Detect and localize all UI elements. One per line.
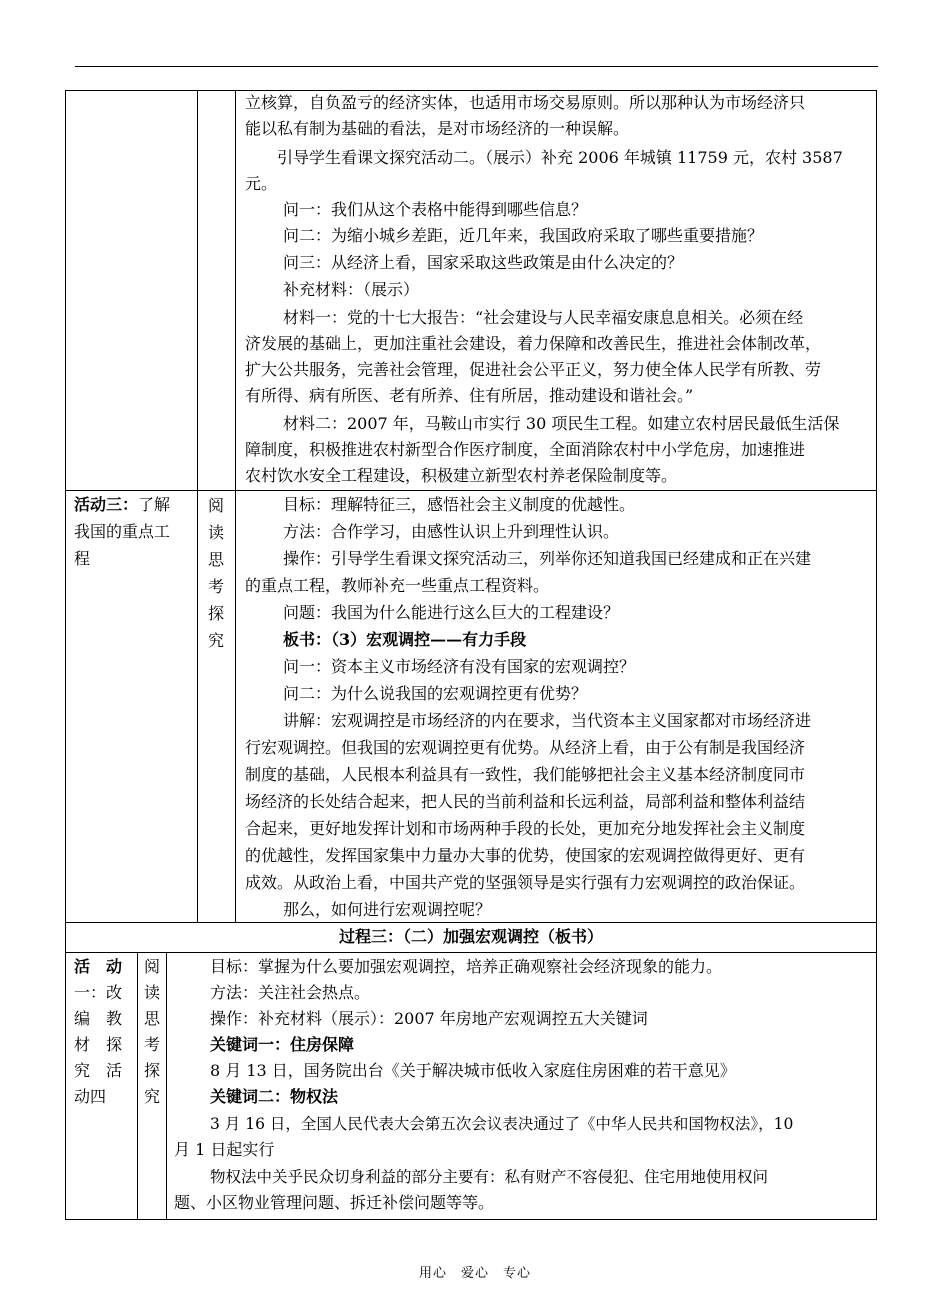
activity-three-line2: 我国的重点工 (74, 522, 171, 541)
text-line: 元。 (245, 174, 278, 193)
keyword-heading: 关键词二：物权法 (210, 1087, 339, 1106)
text-line: 济发展的基础上，更加注重社会建设，着力保障和改善民生，推进社会体制改革， (245, 334, 822, 353)
text-line: 的优越性，发挥国家集中力量办大事的优势，使国家的宏观调控做得更好、更有 (245, 846, 806, 865)
text-line: 目标：理解特征三，感悟社会主义制度的优越性。 (283, 495, 636, 514)
text-line: 物权法中关乎民众切身利益的部分主要有：私有财产不容侵犯、住宅用地使用权问 (210, 1168, 769, 1186)
text-line: 合起来，更好地发挥计划和市场两种手段的长处，更加充分地发挥社会主义制度 (245, 819, 806, 838)
text-line: 扩大公共服务，完善社会管理，促进社会公平正义，努力使全体人民学有所教、劳 (245, 360, 822, 379)
row-divider-3 (65, 952, 877, 953)
text-line: 方法：关注社会热点。 (210, 983, 371, 1002)
text-line: 补充材料：（展示） (283, 280, 420, 299)
text-line: 场经济的长处结合起来，把人民的当前利益和长远利益，局部利益和整体利益结 (245, 792, 806, 811)
text-line: 引导学生看课文探究活动二。（展示）补充 2006 年城镇 11759 元，农村 3587 (277, 148, 843, 167)
method-column-reading: 阅 读 思 考 探 究 (207, 496, 224, 650)
text-line: 月 1 日起实行 (174, 1140, 275, 1159)
text-line: 8 月 13 日，国务院出台《关于解决城市低收入家庭住房困难的若干意见》 (210, 1061, 736, 1080)
text-line: 讲解：宏观调控是市场经济的内在要求，当代资本主义国家都对市场经济进 (283, 711, 812, 730)
text-line: 有所得、病有所医、老有所养、住有所居，推动建设和谐社会。” (245, 386, 694, 405)
footer-motto: 用心 爱心 专心 (418, 1266, 531, 1281)
text-line: 问一：我们从这个表格中能得到哪些信息？ (283, 200, 588, 219)
text-line: 问三：从经济上看，国家采取这些政策是由什么决定的？ (283, 253, 684, 272)
board-note: 板书：（3）宏观调控——有力手段 (283, 630, 527, 649)
text-line: 制度的基础，人民根本利益具有一致性，我们能够把社会主义基本经济制度同市 (245, 765, 806, 784)
text-line: 问一：资本主义市场经济有没有国家的宏观调控？ (283, 657, 636, 676)
method-column-reading-2: 阅 读 思 考 探 究 (143, 957, 160, 1106)
row-divider-1 (65, 490, 877, 491)
col-divider-1 (197, 90, 198, 922)
text-line: 的重点工程，教师补充一些重点工程资料。 (245, 576, 550, 595)
activity-three-line3: 程 (74, 549, 91, 568)
text-line: 材料二：2007 年，马鞍山市实行 30 项民生工程。如建立农村居民最低生活保 (283, 414, 840, 433)
text-line: 障制度，积极推进农村新型合作医疗制度，全面消除农村中小学危房，加速推进 (245, 440, 806, 459)
col-divider-4 (166, 952, 167, 1220)
text-line: 能以私有制为基础的看法，是对市场经济的一种误解。 (245, 119, 630, 138)
text-line: 成效。从政治上看，中国共产党的坚强领导是实行强有力宏观调控的政治保证。 (245, 873, 806, 892)
text-line: 目标：掌握为什么要加强宏观调控，培养正确观察社会经济现象的能力。 (210, 957, 723, 976)
text-line: 问题：我国为什么能进行这么巨大的工程建设？ (283, 603, 620, 622)
process-three-title: 过程三：（二）加强宏观调控（板书） (338, 927, 603, 946)
col-divider-3 (137, 952, 138, 1220)
text-line: 3 月 16 日，全国人民代表大会第五次会议表决通过了《中华人民共和国物权法》，10 (210, 1115, 794, 1133)
text-line: 问二：为什么说我国的宏观调控更有优势？ (283, 684, 588, 703)
text-line: 行宏观调控。但我国的宏观调控更有优势。从经济上看，由于公有制是我国经济 (245, 738, 806, 757)
text-line: 操作：引导学生看课文探究活动三，列举你还知道我国已经建成和正在兴建 (283, 549, 812, 568)
col-divider-2 (235, 90, 236, 922)
activity-three-title: 活动三： (74, 495, 139, 514)
text-line: 农村饮水安全工程建设，积极建立新型农村养老保险制度等。 (245, 466, 678, 485)
text-line: 题、小区物业管理问题、拆迁补偿问题等等。 (174, 1193, 495, 1212)
keyword-heading: 关键词一：住房保障 (210, 1035, 355, 1054)
text-line: 材料一：党的十七大报告：“社会建设与人民幸福安康息息相关。必须在经 (283, 308, 804, 327)
text-line: 方法：合作学习，由感性认识上升到理性认识。 (283, 522, 620, 541)
text-line: 问二：为缩小城乡差距，近几年来，我国政府采取了哪些重要措施？ (283, 226, 764, 245)
header-rule (75, 66, 878, 67)
text-line: 立核算，自负盈亏的经济实体，也适用市场交易原则。所以那种认为市场经济只 (245, 93, 806, 112)
text-line: 那么，如何进行宏观调控呢？ (283, 900, 492, 919)
activity-three-subtitle: 了解 (138, 495, 171, 514)
text-line: 操作：补充材料（展示）：2007 年房地产宏观调控五大关键词 (210, 1009, 648, 1028)
